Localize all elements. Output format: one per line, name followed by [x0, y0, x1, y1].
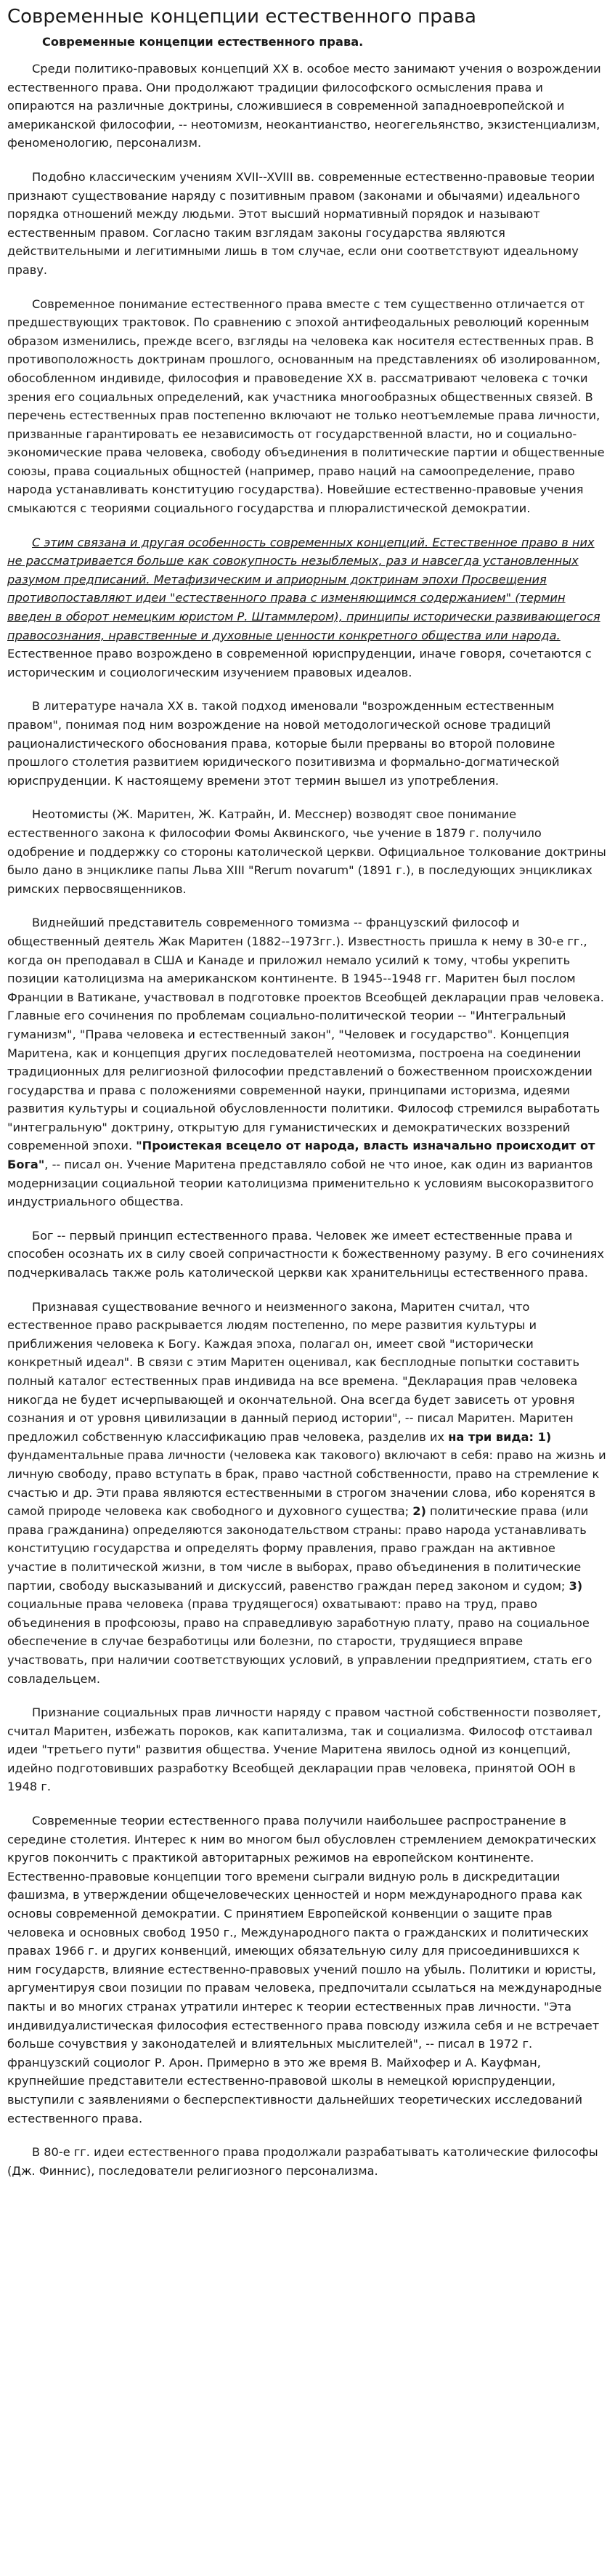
paragraph-6: Неотомисты (Ж. Маритен, Ж. Катрайн, И. Месснер) возводят свое понимание естественного закона к философии Фомы Аквинского, чье учение в 1879 г. получило одобрение и поддержку со стороны католической церкви. Официальное толкование доктрины было дано в энциклике папы Льва XIII "Rerum novarum" (1891 г.), в последующих энцикликах римских первосвященников.	[7, 807, 606, 896]
paragraph-4-underlined-text: С этим связана и другая особенность современных концепций. Естественное право в них не рассматривается больше как совокупность незыблемых, раз и навсегда установленных разумом предписаний. Метафизическим и априорным доктринам эпохи Просвещения противопоставляют идеи "естественного права с изменяющимся содержанием" (термин введен в оборот немецким юристом Р. Штаммлером), принципы исторически развивающегося правосознания, нравственные и духовные ценности конкретного общества или народа.	[7, 535, 600, 642]
paragraph-9-bold-3: 3)	[569, 1578, 583, 1593]
paragraph-7-text-a: Виднейший представитель современного томизма -- французский философ и общественный деятель Жак Маритен (1882--1973гг.). Известность пришла к нему в 30-е гг., когда он преподавал в США и Канаде и приложил немало усилий к тому, чтобы укрепить позиции католицизма на американском континенте. В 1945--1948 гг. Маритен был послом Франции в Ватикане, участвовал в подготовке проектов Всеобщей декларации прав человека. Главные его сочинения по проблемам социально-политической теории -- "Интегральный гуманизм", "Права человека и естественный закон", "Человек и государство". Концепция Маритена, как и концепция других последователей неотомизма, построена на соединении традиционных для религиозной философии представлений о божественном происхождении государства и права с положениями современной науки, принципами историзма, идеями развития культуры и социальной обусловленности политики. Философ стремился выработать "интегральную" доктрину, открытую для гуманистических и демократических воззрений современной эпохи.	[7, 916, 604, 1153]
paragraph-9-text-a: Признавая существование вечного и неизменного закона, Маритен считал, что естественное право раскрывается людям постепенно, по мере развития культуры и приближения человека к Богу. Каждая эпоха, полагал он, имеет свой "исторически конкретный идеал". В связи с этим Маритен оценивал, как бесплодные попытки составить полный каталог естественных прав индивида на все времена. "Декларация прав человека никогда не будет исчерпывающей и окончательной. Она всегда будет зависеть от уровня сознания и от уровня цивилизации в данный период истории", -- писал Маритен. Маритен предложил собственную классификацию прав человека, разделив их	[7, 1299, 579, 1444]
paragraph-9-bold-1: на три вида: 1)	[448, 1429, 552, 1444]
paragraph-8: Бог -- первый принцип естественного права. Человек же имеет естественные права и способен осознать их в силу своей сопричастности к божественному разуму. В его сочинениях подчеркивалась также роль католической церкви как хранительницы естественного права.	[7, 1228, 604, 1280]
paragraph-12: В 80-е гг. идеи естественного права продолжали разрабатывать католические философы (Дж. Финнис), последователи религиозного персонализма.	[7, 2145, 598, 2178]
paragraph-9-bold-2: 2)	[412, 1504, 426, 1519]
paragraph-5: В литературе начала XX в. такой подход именовали "возрожденным естественным правом", понимая под ним возрождение на новой методологической основе традиций рационалистического обоснования права, которые были прерваны во второй половине прошлого столетия развитием юридического позитивизма и формально-догматической юриспруденции. К настоящему времени этот термин вышел из употребления.	[7, 699, 560, 788]
paragraph-7	[7, 913, 606, 1211]
paragraph-11: Современные теории естественного права получили наибольшее распространение в середине столетия. Интерес к ним во многом был обусловлен стремлением демократических кругов покончить с практикой авторитарных режимов на европейском континенте. Естественно-правовые концепции того времени сыграли видную роль в дискредитации фашизма, в утверждении общечеловеческих ценностей и норм международного права как основы современной демократии. С принятием Европейской конвенции о защите прав человека и основных свобод 1950 г., Международного пакта о гражданских и политических правах 1966 г. и других конвенций, имеющих обязательную силу для присоединившихся к ним государств, влияние естественно-правовых учений пошло на убыль. Политики и юристы, аргументируя свои позиции по правам человека, предпочитали ссылаться на международные пакты и во многих странах утратили интерес к теории естественных прав личности. "Эта индивидуалистическая философия естественного права повсюду изжила себя и не встречает больше сочувствия у законодателей и влиятельных мыслителей", -- писал в 1972 г. французский социолог Р. Арон. Примерно в это же время В. Майхофер и А. Кауфман, крупнейшие представители естественно-правовой школы в немецкой юриспруденции, выступили с заявлениями о бесперспективности дальнейших теоретических исследований естественного права.	[7, 1814, 602, 2125]
paragraph-9	[7, 1298, 606, 1688]
paragraph-9-text-c: политические права (или права гражданина) определяются законодательством страны: право народа устанавливать конституцию государства и определять форму правления, право граждан на активное участие в политической жизни, в том числе в выборах, право объединения в политические партии, свободу высказываний и дискуссий, равенство граждан перед законом и судом;	[7, 1504, 589, 1593]
paragraph-7-bold-quote: "Проистекая всецело от народа, власть изначально происходит от Бога"	[7, 1139, 595, 1172]
paragraph-2: Подобно классическим учениям XVII--XVIII вв. современные естественно-правовые теории признают существование наряду с позитивным правом (законами и обычаями) идеального порядка отношений между людьми. Этот высший нормативный порядок и называют естественным правом. Согласно таким взглядам законы государства являются действительными и легитимными лишь в том случае, если они соответствуют идеальному праву.	[7, 169, 595, 277]
paragraph-9-text-d: социальные права человека (права трудящегося) охватывают: право на труд, право объединения в профсоюзы, право на справедливую заработную плату, право на социальное обеспечение в случае безработицы или болезни, по старости, трудящиеся вправе участвовать, при наличии соответствующих условий, в управлении предприятием, стать его совладельцем.	[7, 1597, 592, 1686]
paragraph-10: Признание социальных прав личности наряду с правом частной собственности позволяет, считал Маритен, избежать пороков, как капитализма, так и социализма. Философ отстаивал идеи "третьего пути" развития общества. Учение Маритена явилось одной из концепций, идейно подготовивших разработку Всеобщей декларации прав человека, принятой ООН в 1948 г.	[7, 1705, 601, 1794]
paragraph-9-text-b: фундаментальные права личности (человека как такового) включают в себя: право на жизнь и личную свободу, право вступать в брак, право частной собственности, право на стремление к счастью и др. Эти права являются естественными в строгом значении слова, ибо коренятся в самой природе человека как свободного и духовного существа;	[7, 1448, 606, 1519]
paragraph-3: Современное понимание естественного права вместе с тем существенно отличается от предшествующих трактовок. По сравнению с эпохой антифеодальных революций коренным образом изменились, прежде всего, взгляды на человека как носителя естественных прав. В противоположность доктринам прошлого, основанным на представлениях об изолированном, обособленном индивиде, философия и правоведение XX в. рассматривают человека с точки зрения его социальных определений, как участника многообразных общественных связей. В перечень естественных прав постепенно включают не только неотъемлемые права личности, призванные гарантировать ее независимость от государственной власти, но и социально-экономические права человека, свободу объединения в политические партии и общественные союзы, права социальных общностей (например, право наций на самоопределение, право народа устанавливать конституцию государства). Новейшие естественно-правовые учения смыкаются с теориями социального государства и плюралистической демократии.	[7, 296, 605, 516]
section-title: Современные концепции естественного права.	[42, 35, 364, 49]
paragraph-4-text: Естественное право возрождено в современной юриспруденции, иначе говоря, сочетаются с историческим и социологическим изучением правовых идеалов.	[7, 647, 592, 679]
page-title: Современные концепции естественного права	[7, 6, 476, 28]
paragraph-1: Среди политико-правовых концепций XX в. особое место занимают учения о возрождении естественного права. Они продолжают традиции философского осмысления права и опираются на различные доктрины, сложившиеся в современной западноевропейской и американской философии, -- неотомизм, неокантианство, неогегельянство, экзистенциализм, феноменологию, персонализм.	[7, 62, 601, 150]
paragraph-7-text-b: , -- писал он. Учение Маритена представляло собой не что иное, как один из вариантов модернизации социальной теории католицизма применительно к условиям высокоразвитого индустриального общества.	[7, 1158, 594, 1209]
paragraph-4	[7, 533, 606, 682]
